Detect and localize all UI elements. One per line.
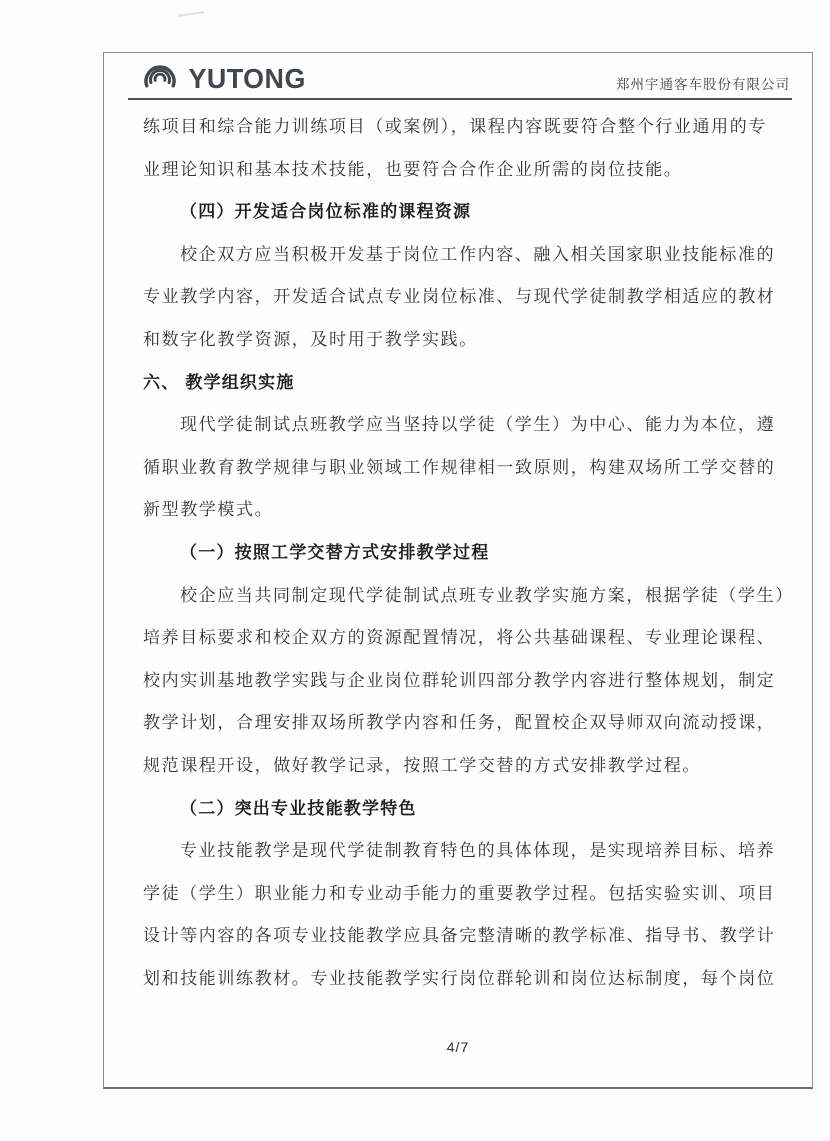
section-heading: （四）开发适合岗位标准的课程资源 — [180, 202, 472, 222]
text-line: 校企应当共同制定现代学徒制试点班专业教学实施方案，根据学徒（学生） — [180, 585, 794, 605]
text-line: 新型教学模式。 — [143, 500, 274, 520]
text-line: 业理论知识和基本技术技能，也要符合合作企业所需的岗位技能。 — [143, 159, 683, 179]
yutong-logo — [139, 61, 308, 97]
section-heading: （一）按照工学交替方式安排教学过程 — [180, 542, 490, 562]
scan-artifact — [178, 6, 205, 17]
text-line: 设计等内容的各项专业技能教学应具备完整清晰的教学标准、指导书、教学计 — [143, 926, 776, 946]
page-number: 4/7 — [446, 1039, 470, 1055]
text-line: 练项目和综合能力训练项目（或案例），课程内容既要符合整个行业通用的专 — [143, 117, 767, 136]
text-line: 规范课程开设，做好教学记录，按照工学交替的方式安排教学过程。 — [143, 755, 701, 775]
letterhead — [104, 53, 812, 100]
text-line: 校企双方应当积极开发基于岗位工作内容、融入相关国家职业技能标准的 — [180, 244, 776, 264]
text-line: 教学计划，合理安排双场所教学内容和任务，配置校企双导师双向流动授课， — [143, 713, 776, 733]
text-line: 专业技能教学是现代学徒制教育特色的具体体现，是实现培养目标、培养 — [180, 841, 776, 861]
yutong-arcs-icon — [139, 61, 181, 97]
text-line: 培养目标要求和校企双方的资源配置情况，将公共基础课程、专业理论课程、 — [143, 628, 776, 648]
chapter-heading: 六、 教学组织实施 — [143, 372, 295, 392]
document-page — [103, 52, 813, 1089]
text-line: 专业教学内容，开发适合试点专业岗位标准、与现代学徒制教学相适应的教材 — [143, 287, 776, 307]
logo-wordmark: YUTONG — [188, 63, 306, 94]
text-line: 学徒（学生）职业能力和专业动手能力的重要教学过程。包括实验实训、项目 — [143, 883, 776, 903]
section-heading: （二）突出专业技能教学特色 — [180, 798, 417, 818]
text-line: 循职业教育教学规律与职业领域工作规律相一致原则，构建双场所工学交替的 — [143, 457, 776, 477]
text-line: 现代学徒制试点班教学应当坚持以学徒（学生）为中心、能力为本位，遵 — [180, 415, 776, 435]
text-line: 校内实训基地教学实践与企业岗位群轮训四部分教学内容进行整体规划，制定 — [143, 670, 776, 690]
text-line: 划和技能训练教材。专业技能教学实行岗位群轮训和岗位达标制度，每个岗位 — [143, 968, 776, 988]
header-divider — [128, 98, 792, 100]
company-name: 郑州宇通客车股份有限公司 — [616, 77, 790, 92]
document-body — [143, 106, 794, 1000]
text-line: 和数字化教学资源，及时用于教学实践。 — [143, 329, 478, 349]
